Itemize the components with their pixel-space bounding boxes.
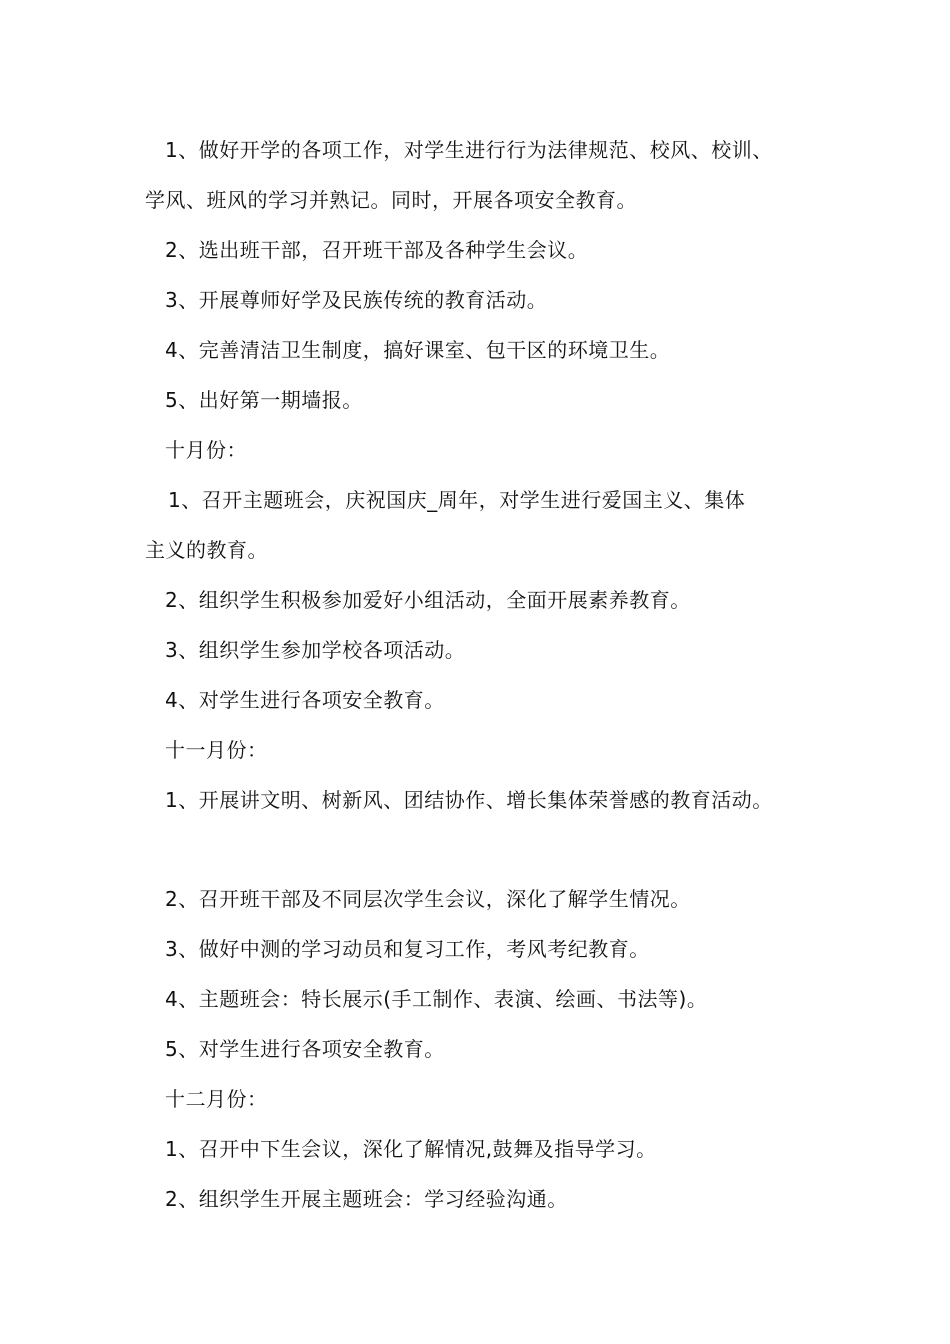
text-line: 1、召开主题班会，庆祝国庆_周年，对学生进行爱国主义、集体 [168,488,746,512]
text-line: 3、开展尊师好学及民族传统的教育活动。 [165,288,548,312]
text-line: 4、完善清洁卫生制度，搞好课室、包干区的环境卫生。 [165,338,671,362]
text-line: 2、召开班干部及不同层次学生会议，深化了解学生情况。 [165,887,691,911]
text-line: 1、做好开学的各项工作，对学生进行行为法律规范、校风、校训、 [165,138,773,162]
section-heading: 十二月份： [165,1087,268,1111]
text-line: 1、召开中下生会议，深化了解情况,鼓舞及指导学习。 [165,1137,657,1161]
text-line: 4、对学生进行各项安全教育。 [165,688,445,712]
text-line: 2、组织学生积极参加爱好小组活动，全面开展素养教育。 [165,588,691,612]
text-line: 2、组织学生开展主题班会：学习经验沟通。 [165,1187,568,1211]
section-heading: 十月份： [165,438,247,462]
text-line: 主义的教育。 [145,538,268,562]
text-line: 2、选出班干部，召开班干部及各种学生会议。 [165,238,589,262]
text-line: 3、组织学生参加学校各项活动。 [165,638,466,662]
text-line: 3、做好中测的学习动员和复习工作，考风考纪教育。 [165,937,650,961]
section-heading: 十一月份： [165,738,268,762]
text-line: 4、主题班会：特长展示(手工制作、表演、绘画、书法等)。 [165,987,708,1011]
text-line: 学风、班风的学习并熟记。同时，开展各项安全教育。 [145,188,637,212]
text-line: 5、对学生进行各项安全教育。 [165,1037,445,1061]
text-line: 5、出好第一期墙报。 [165,388,363,412]
text-line: 1、开展讲文明、树新风、团结协作、增长集体荣誉感的教育活动。 [165,788,773,812]
